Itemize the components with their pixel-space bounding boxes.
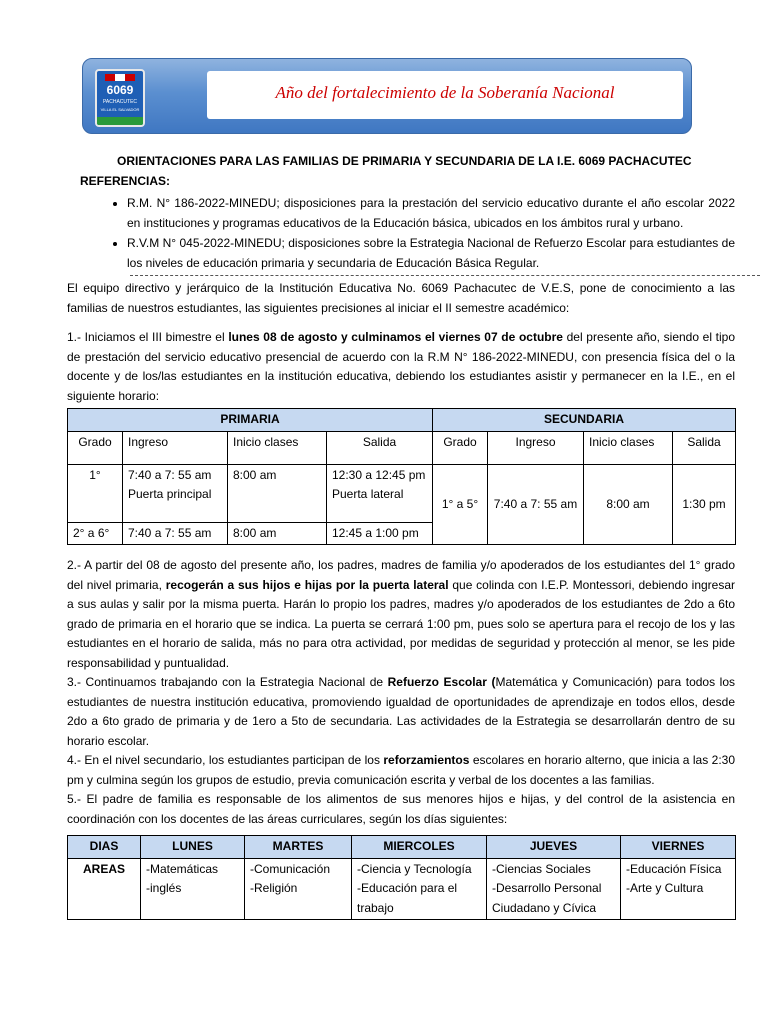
grado-cell: 1° a 5°: [433, 464, 488, 545]
school-logo: [95, 69, 145, 127]
days-table: [67, 835, 736, 920]
references-label: REFERENCIAS:: [80, 173, 171, 188]
point-5: 5.- El padre de familia es responsable de los alimentos de sus menores hijos e hijas, y del control de la asistencia en coordinación con los docentes de las áreas curriculares, según los días siguientes:: [67, 792, 735, 826]
logo-subtitle: VILLA EL SALVADOR: [100, 107, 140, 112]
areas-cell: -Ciencias Sociales -Desarrollo Personal Ciudadano y Cívica: [487, 858, 621, 920]
grado-cell: 1°: [68, 464, 123, 522]
table-row: [68, 464, 736, 522]
column-header: Inicio clases: [228, 431, 327, 464]
references-list: [67, 194, 735, 273]
header-banner: [82, 58, 692, 134]
days-header-row: [68, 836, 736, 859]
day-header: MIERCOLES: [352, 836, 487, 859]
column-header-row: [68, 431, 736, 464]
areas-row: [68, 858, 736, 920]
ingreso-cell: 7:40 a 7: 55 am: [123, 522, 228, 545]
year-title: Año del fortalecimiento de la Soberanía Nacional: [275, 83, 615, 102]
document-body: [67, 152, 735, 920]
areas-cell: -Comunicación -Religión: [245, 858, 352, 920]
divider: [130, 275, 760, 276]
salida-cell: 1:30 pm: [673, 464, 736, 545]
dias-label: DIAS: [68, 836, 141, 859]
day-header: LUNES: [141, 836, 245, 859]
document-heading: ORIENTACIONES PARA LAS FAMILIAS DE PRIMARIA Y SECUNDARIA DE LA I.E. 6069 PACHACUTEC: [117, 154, 692, 168]
logo-number: 6069: [106, 83, 134, 97]
day-header: MARTES: [245, 836, 352, 859]
areas-cell: -Educación Física -Arte y Cultura: [621, 858, 736, 920]
inicio-cell: 8:00 am: [228, 522, 327, 545]
ingreso-cell: 7:40 a 7: 55 am Puerta principal: [123, 464, 228, 522]
column-header: Grado: [433, 431, 488, 464]
column-header: Salida: [673, 431, 736, 464]
flag-icon: [105, 74, 135, 81]
intro-paragraph: El equipo directivo y jerárquico de la Institución Educativa No. 6069 Pachacutec de V.E.S, pone de conocimiento a las familias de nuestros estudiantes, las siguientes precisiones al iniciar el II semestre académico:: [67, 281, 735, 315]
point-1: 1.- Iniciamos el III bimestre el lunes 08 de agosto y culminamos el viernes 07 de octubre del presente año, siendo el tipo de prestación del servicio educativo presencial de acuerdo con la R.M N° 186-2022-MINEDU, con presencia física del o la docente y de los/las estudiantes en la institución educativa, debiendo los estudiantes asistir y permanecer en la I.E., en el siguiente horario:: [67, 330, 736, 403]
logo-base: [97, 117, 143, 125]
schedule-table: [67, 408, 736, 545]
ingreso-cell: 7:40 a 7: 55 am: [488, 464, 584, 545]
areas-cell: -Ciencia y Tecnología -Educación para el trabajo: [352, 858, 487, 920]
column-header: Salida: [327, 431, 433, 464]
column-header: Grado: [68, 431, 123, 464]
logo-name: PACHACUTEC: [102, 99, 138, 105]
reference-item: • R.V.M N° 045-2022-MINEDU; disposiciones sobre la Estrategia Nacional de Refuerzo Escolar para estudiantes de los niveles de educación primaria y secundaria de Educación Básica Regular.: [127, 234, 735, 273]
inicio-cell: 8:00 am: [584, 464, 673, 545]
column-header: Ingreso: [488, 431, 584, 464]
day-header: VIERNES: [621, 836, 736, 859]
secundaria-header: SECUNDARIA: [433, 409, 736, 432]
day-header: JUEVES: [487, 836, 621, 859]
areas-label: AREAS: [68, 858, 141, 920]
banner-title-box: [207, 71, 683, 119]
inicio-cell: 8:00 am: [228, 464, 327, 522]
point-3: 3.- Continuamos trabajando con la Estrategia Nacional de Refuerzo Escolar (Matemática y Comunicación) para todos los estudiantes de nuestra institución educativa, promoviendo igualdad de oportunidades de aprendizaje en todos ellos, desde 2do a 6to grado de primaria y de 1ero a 5to de secundaria. Las actividades de la Estrategia se desarrollarán dentro de su horario escolar.: [67, 675, 736, 748]
primaria-header: PRIMARIA: [68, 409, 433, 432]
column-header: Inicio clases: [584, 431, 673, 464]
column-header: Ingreso: [123, 431, 228, 464]
grado-cell: 2° a 6°: [68, 522, 123, 545]
point-4: 4.- En el nivel secundario, los estudiantes participan de los reforzamientos escolares en horario alterno, que inicia a las 2:30 pm y culmina según los grupos de estudio, previa comunicación escrita y verbal de los docentes a las familias.: [67, 753, 736, 787]
salida-cell: 12:45 a 1:00 pm: [327, 522, 433, 545]
areas-cell: -Matemáticas -inglés: [141, 858, 245, 920]
reference-item: • R.M. N° 186-2022-MINEDU; disposiciones para la prestación del servicio educativo durante el año escolar 2022 en instituciones y programas educativos de la Educación básica, ubicados en los ámbitos rural y urbano.: [127, 194, 735, 233]
point-2: 2.- A partir del 08 de agosto del presente año, los padres, madres de familia y/o apoderados de los estudiantes del 1° grado del nivel primaria, recogerán a sus hijos e hijas por la puerta lateral que colinda con I.E.P. Montessori, debiendo ingresar a sus aulas y salir por la misma puerta. Harán lo propio los padres, madres y/o apoderados de los estudiantes de 2do a 6to grado de primaria en el horario que se indica. La puerta se cerrará 1:00 pm, pues solo se apertura para el recojo de los y las estudiantes en el horario de salida, más no para otra actividad, por medidas de seguridad y protección al menor, se les pide responsabilidad y puntualidad.: [67, 558, 736, 670]
salida-cell: 12:30 a 12:45 pm Puerta lateral: [327, 464, 433, 522]
